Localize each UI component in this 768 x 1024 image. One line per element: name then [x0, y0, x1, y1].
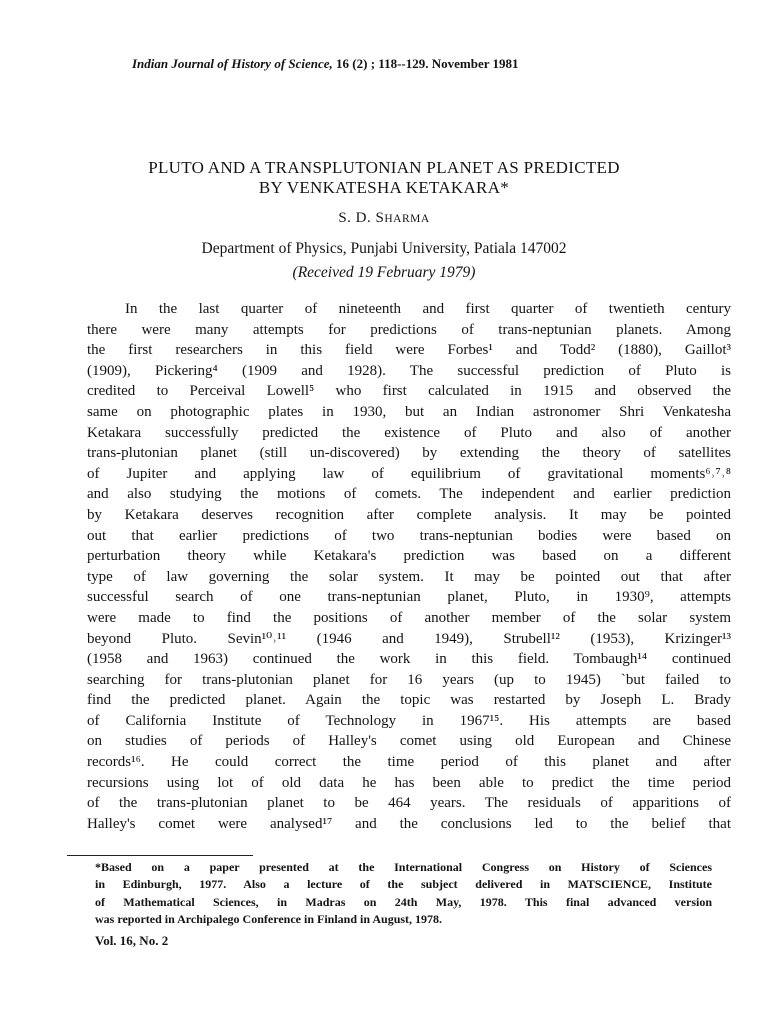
body-line: were made to find the positions of another member of the solar system: [87, 609, 731, 626]
body-line: (1909), Pickering⁴ (1909 and 1928). The successful prediction of Pluto is: [87, 362, 731, 379]
author-initials: S. D. S: [338, 210, 385, 226]
body-line: of the trans-plutonian planet to be 464 years. The residuals of apparitions of: [87, 795, 731, 812]
footnote-divider: [67, 855, 253, 856]
body-line: records¹⁶. He could correct the time period of this planet and after: [87, 754, 731, 771]
body-line: (1958 and 1963) continued the work in this field. Tombaugh¹⁴ continued: [87, 651, 731, 668]
article-title: [40, 158, 728, 198]
body-line: and also studying the motions of comets. The independent and earlier prediction: [87, 486, 731, 503]
footnote-line: in Edinburgh, 1977. Also a lecture of the subject delivered in MATSCIENCE, Institute: [95, 877, 712, 892]
footnote-line: *Based on a paper presented at the International Congress on History of Sciences: [95, 860, 712, 874]
body-paragraph: [87, 299, 731, 834]
title-line-2: BY VENKATESHA KETAKARA*: [258, 178, 510, 197]
body-line: recursions using lot of old data he has been able to predict the time period: [87, 774, 731, 791]
body-line: the first researchers in this field were Forbes¹ and Todd² (1880), Gaillot³: [87, 342, 731, 359]
body-line: trans-plutonian planet (still un-discovered) by extending the theory of satellites: [87, 445, 731, 462]
body-line: there were many attempts for predictions of trans-neptunian planets. Among: [87, 321, 731, 338]
body-line: searching for trans-plutonian planet for 16 years (up to 1945) `but failed to: [87, 671, 731, 688]
body-line: find the predicted planet. Again the topic was restarted by Joseph L. Brady: [87, 692, 731, 709]
received-date: (Received 19 February 1979): [292, 264, 476, 281]
journal-citation-header: [132, 56, 652, 72]
body-line: perturbation theory while Ketakara's prediction was based on a different: [87, 548, 731, 565]
body-line: Halley's comet were analysed¹⁷ and the conclusions led to the belief that: [87, 815, 731, 832]
body-line: Ketakara successfully predicted the existence of Pluto and also of another: [87, 424, 731, 441]
body-line: of Jupiter and applying law of equilibrium of gravitational moments⁶˒⁷˒⁸: [87, 465, 731, 482]
journal-issue-pages-date: 16 (2) ; 118--129. November 1981: [336, 56, 519, 71]
footnote-line: of Mathematical Sciences, in Madras on 24th May, 1978. This final advanced version: [95, 894, 712, 909]
body-line: credited to Perceival Lowell⁵ who first calculated in 1915 and observed the: [87, 383, 731, 400]
volume-number: Vol. 16, No. 2: [95, 933, 169, 948]
author-affiliation: Department of Physics, Punjabi University, Patiala 147002: [201, 240, 567, 257]
journal-name: Indian Journal of History of Science,: [132, 56, 333, 71]
body-line: on studies of periods of Halley's comet using old European and Chinese: [87, 733, 731, 750]
body-line: type of law governing the solar system. It may be pointed out that after: [87, 568, 731, 585]
footnote: [95, 859, 712, 928]
body-line: beyond Pluto. Sevin¹⁰˒¹¹ (1946 and 1949), Strubell¹² (1953), Krizinger¹³: [87, 630, 731, 647]
title-line-1: PLUTO AND A TRANSPLUTONIAN PLANET AS PREDICTED: [148, 158, 620, 177]
body-line: by Ketakara deserves recognition after complete analysis. It may be pointed: [87, 506, 731, 523]
body-line: out that earlier predictions of two trans-neptunian bodies were based on: [87, 527, 731, 544]
footnote-line: was reported in Archipalego Conference in Finland in August, 1978.: [95, 911, 443, 926]
author-name: [0, 210, 768, 227]
body-line: successful search of one trans-neptunian planet, Pluto, in 1930⁹, attempts: [87, 589, 731, 606]
body-line: of California Institute of Technology in 1967¹⁵. His attempts are based: [87, 712, 731, 729]
author-surname-smallcaps: HARMA: [384, 213, 430, 225]
body-line: same on photographic plates in 1930, but an Indian astronomer Shri Venkatesha: [87, 403, 731, 420]
body-line: In the last quarter of nineteenth and first quarter of twentieth century: [125, 301, 731, 317]
